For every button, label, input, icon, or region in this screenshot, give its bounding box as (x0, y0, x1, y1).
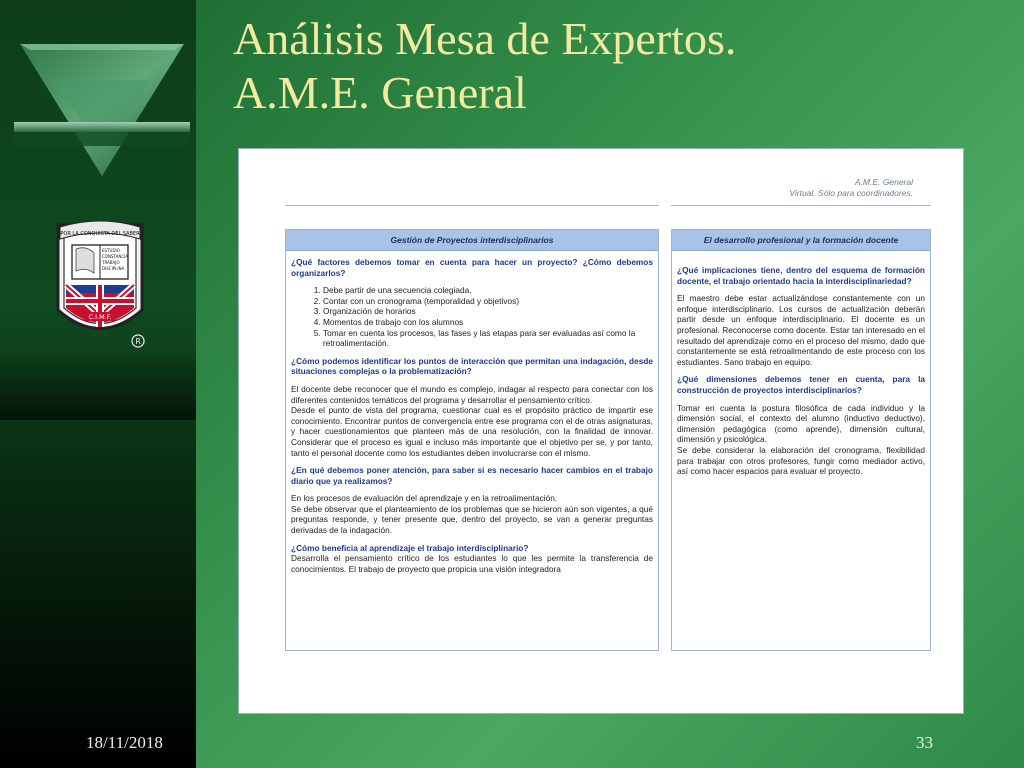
sidebar-shadow-band (0, 350, 196, 420)
answer-text: Se debe observar que el planteamiento de los problemas que se hicieron aún son vigentes, a qué preguntas responde, y tener presente que, dentro del proyecto, se van a generar preguntas derivadas de la indagación. (291, 503, 653, 536)
slide-title-line-2: A.M.E. General (233, 67, 527, 118)
answer-text: El maestro debe estar actualizándose constantemente con un enfoque interdisciplinario. Los cursos de actualización deberán partir desde un enfoque interdisciplinario. El docente es un profesional. Reconocerse como docente. Estar tan interesado en el resultado del aprendizaje como en el proceso del mismo, dado que constantemente se está retroalimentando de este proceso con los estudiantes. Sano trabajo en equipo. (677, 293, 925, 367)
document-header-line-1: A.M.E. General (854, 177, 913, 187)
question-text: ¿Qué factores debemos tomar en cuenta para hacer un proyecto? ¿Cómo debemos organizarlos? (291, 257, 653, 278)
svg-text:TRABAJO: TRABAJO (102, 260, 120, 265)
answer-text: Se debe considerar la elaboración del cronograma, flexibilidad para trabajar con otros profesores, fungir como mediador activo, así como hacer espacios para evaluar el proyecto. (677, 444, 925, 477)
question-text: ¿En qué debemos poner atención, para saber si es necesario hacer cambios en el trabajo diario que ya realizamos? (291, 465, 653, 486)
left-panel-heading: Gestión de Proyectos interdisciplinarios (286, 230, 658, 251)
school-crest-icon (50, 215, 150, 355)
list-item: 5. Tomar en cuenta los procesos, las fases y las etapas para ser evaluadas así como la retroalimentación. (323, 328, 653, 349)
svg-text:DISCIPLINA: DISCIPLINA (102, 266, 125, 271)
question-text: ¿Cómo podemos identificar los puntos de interacción que permitan una indagación, desde situaciones complejas o la problematización? (291, 355, 653, 377)
header-rule-right (671, 205, 931, 206)
left-panel (285, 229, 659, 651)
slide-title (233, 12, 736, 120)
document-header (789, 177, 913, 199)
answer-text: Desarrolla el pensamiento crítico de los estudiantes lo que les permite la transferencia de conocimientos. El trabajo de proyecto que propicia una visión integradora (291, 553, 653, 574)
svg-text:POR LA CONQUISTA DEL SABER: POR LA CONQUISTA DEL SABER (60, 231, 140, 237)
list-item: 3. Organización de horarios (323, 306, 653, 317)
svg-text:R: R (135, 337, 141, 346)
list-item: 1. Debe partir de una secuencia colegiada. (323, 285, 653, 296)
svg-text:C.I.M.F.: C.I.M.F. (88, 313, 112, 321)
document-image (238, 148, 964, 714)
right-panel (671, 229, 931, 651)
svg-text:CONSTANCIA: CONSTANCIA (102, 254, 129, 259)
header-rule-left (285, 205, 659, 206)
factors-list (291, 285, 653, 349)
right-panel-body (672, 251, 930, 488)
question-text: ¿Qué implicaciones tiene, dentro del esquema de formación docente, el trabajo orientado hacia la interdisciplinariedad? (677, 265, 925, 286)
svg-text:ESTUDIO: ESTUDIO (102, 248, 120, 253)
sidebar (0, 0, 196, 768)
slide-title-line-1: Análisis Mesa de Expertos. (233, 13, 737, 64)
left-panel-body (286, 251, 658, 585)
list-item: 4. Momentos de trabajo con los alumnos (323, 317, 653, 328)
question-text: ¿Qué dimensiones debemos tener en cuenta, para la construcción de proyectos interdisciplinarios? (677, 374, 925, 395)
answer-text: Tomar en cuenta la postura filosófica de cada individuo y la dimensión social, el contexto del alumno (inductivo deductivo), dimensión pedagógica (como aprende), dimensión cultural, dimensión y psicológica. (677, 402, 925, 445)
answer-text: El docente debe reconocer que el mundo es complejo, indagar al respecto para conectar con los diferentes contenidos temáticos del programa y desarrollar el pensamiento crítico. (291, 383, 653, 405)
slide-page-number: 33 (916, 733, 933, 752)
list-item: 2. Contar con un cronograma (temporalidad y objetivos) (323, 296, 653, 307)
question-text: ¿Cómo beneficia al aprendizaje el trabajo interdisciplinario? (291, 542, 529, 553)
answer-text: En los procesos de evaluación del aprendizaje y en la retroalimentación. (291, 493, 558, 504)
slide-date: 18/11/2018 (86, 733, 163, 752)
answer-text: Desde el punto de vista del programa, cuestionar cual es el propósito práctico de impartir ese conocimiento. Encontrar puntos de convergencia entre ese programa con el de otras asignaturas, y hacer cuestionamientos que planteen más de una resolución, con la finalidad de innovar. Considerar que el proceso es igual e incluso más importante que el objetivo per se, y por tanto, tanto el personal docente como los estudiantes deben involucrarse con el mismo. (291, 405, 653, 458)
triangle-ornament-icon (14, 40, 190, 180)
right-panel-heading: El desarrollo profesional y la formación docente (672, 230, 930, 251)
document-header-line-2: Virtual. Sólo para coordinadores. (789, 188, 913, 198)
